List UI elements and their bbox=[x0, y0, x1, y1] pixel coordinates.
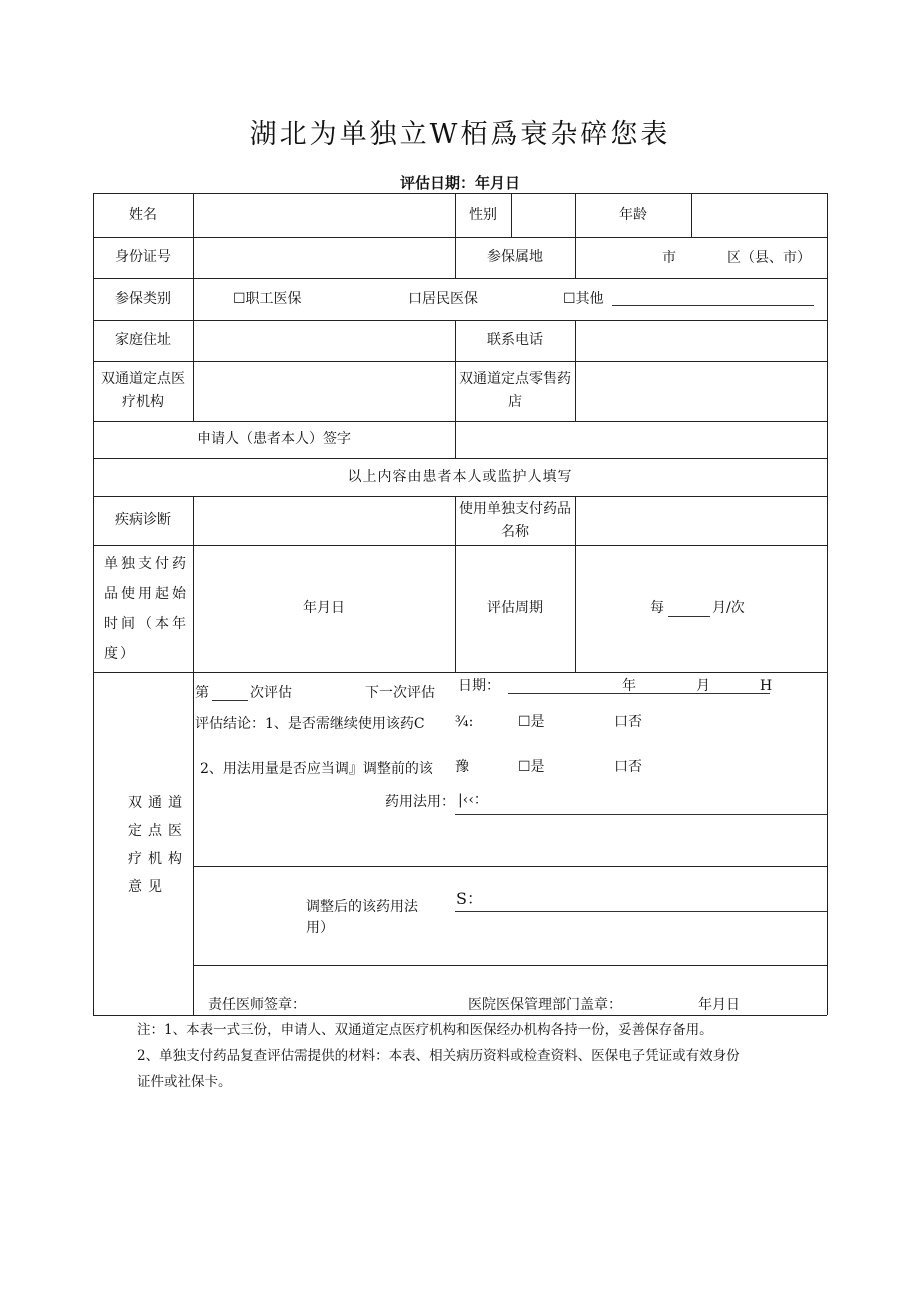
pharmacy-field[interactable] bbox=[575, 361, 827, 421]
nth-blank[interactable] bbox=[212, 700, 248, 701]
assessment-date-line: 评估日期：年月日 bbox=[399, 174, 520, 192]
insured-place-label: 参保属地 bbox=[487, 249, 543, 265]
dept-seal-label: 医院医保管理部门盖章： bbox=[468, 997, 622, 1013]
insurance-type-label: 参保类别 bbox=[115, 290, 171, 307]
drug-name-label: 使用单独支付药品名称 bbox=[459, 500, 571, 540]
continue-no-checkbox[interactable]: 口否 bbox=[614, 714, 642, 730]
nth-suffix: 次评估 bbox=[250, 685, 292, 701]
usage-after-mark: S： bbox=[456, 889, 483, 908]
adjust-yes-checkbox[interactable]: ☐是 bbox=[518, 759, 545, 775]
phone-label: 联系电话 bbox=[487, 332, 543, 348]
pharmacy-label: 双通道定点零售药店 bbox=[459, 371, 571, 410]
adjust-no-checkbox[interactable]: 口否 bbox=[614, 759, 642, 775]
continue-yes-checkbox[interactable]: ☐是 bbox=[518, 714, 545, 730]
age-field[interactable] bbox=[691, 193, 827, 237]
period-per-text: 每 bbox=[650, 600, 664, 616]
id-number-field[interactable] bbox=[193, 237, 455, 278]
district-text: 区（县、市） bbox=[727, 250, 811, 266]
next-date-label: 日期： bbox=[458, 678, 500, 694]
conclusion-2-mark: 豫 bbox=[455, 759, 469, 775]
age-label: 年龄 bbox=[619, 206, 647, 223]
form-title: 湖北为单独立W栢爲衰杂碎您表 bbox=[249, 119, 671, 150]
address-field[interactable] bbox=[193, 320, 455, 361]
nth-prefix: 第 bbox=[195, 685, 209, 701]
doctor-signature-label: 责任医师签章： bbox=[208, 997, 306, 1013]
gender-label: 性别 bbox=[469, 206, 497, 223]
applicant-signature-label: 申请人（患者本人）签字 bbox=[197, 431, 351, 447]
patient-fill-note: 以上内容由患者本人或监护人填写 bbox=[347, 468, 573, 485]
city-text: 市 bbox=[662, 250, 676, 266]
note-1: 注：1、本表一式三份，申请人、双通道定点医疗机构和医保经办机构各持一份，妥善保存备用。 bbox=[137, 1022, 713, 1038]
start-time-label: 单独支付药品使用起始时间（本年度） bbox=[104, 556, 188, 662]
next-date-year: 年 bbox=[622, 678, 636, 694]
diagnosis-field[interactable] bbox=[193, 496, 455, 545]
usage-before-mark: |‹‹： bbox=[458, 792, 488, 808]
applicant-signature-field[interactable] bbox=[455, 421, 827, 458]
name-field[interactable] bbox=[193, 193, 455, 237]
next-assessment-label: 下一次评估 bbox=[365, 685, 435, 701]
period-months-blank[interactable] bbox=[668, 616, 710, 617]
seal-date: 年月日 bbox=[698, 997, 740, 1013]
drug-name-field[interactable] bbox=[575, 496, 827, 545]
next-date-day: H bbox=[760, 678, 773, 694]
conclusion-2-text: 2、用法用量是否应当调』调整前的该 bbox=[200, 761, 433, 777]
name-label: 姓名 bbox=[129, 206, 157, 223]
conclusion-1-mark: ¾: bbox=[455, 714, 474, 730]
usage-after-field[interactable] bbox=[455, 911, 827, 912]
other-insurance-checkbox[interactable]: ☐其他 bbox=[563, 291, 604, 307]
period-label: 评估周期 bbox=[487, 600, 543, 616]
next-date-month: 月 bbox=[696, 678, 710, 694]
usage-after-label: 调整后的该药用法用） bbox=[306, 899, 418, 936]
note-2-line-2: 证件或社保卡。 bbox=[137, 1074, 232, 1090]
hospital-field[interactable] bbox=[193, 361, 455, 421]
next-date-blank[interactable] bbox=[508, 693, 770, 694]
usage-before-field[interactable] bbox=[455, 814, 827, 815]
usage-before-label: 药用法用： bbox=[385, 794, 455, 810]
phone-field[interactable] bbox=[575, 320, 827, 361]
id-number-label: 身份证号 bbox=[115, 249, 171, 265]
employee-insurance-checkbox[interactable]: ☐职工医保 bbox=[233, 291, 302, 307]
note-2-line-1: 2、单独支付药品复查评估需提供的材料：本表、相关病历资料或检查资料、医保电子凭证或有效身份 bbox=[137, 1048, 740, 1064]
address-label: 家庭住址 bbox=[115, 332, 171, 348]
diagnosis-label: 疾病诊断 bbox=[115, 512, 171, 528]
hospital-opinion-label: 双通道定点医疗机构意见 bbox=[128, 795, 188, 895]
resident-insurance-checkbox[interactable]: 口居民医保 bbox=[408, 291, 478, 307]
gender-field[interactable] bbox=[511, 193, 575, 237]
period-unit-text: 月/次 bbox=[712, 600, 745, 616]
hospital-label: 双通道定点医疗机构 bbox=[101, 371, 185, 410]
other-insurance-blank[interactable] bbox=[612, 305, 814, 306]
start-date-value[interactable]: 年月日 bbox=[303, 600, 345, 616]
conclusion-1-text: 评估结论：1、是否需继续使用该药C bbox=[195, 716, 425, 732]
